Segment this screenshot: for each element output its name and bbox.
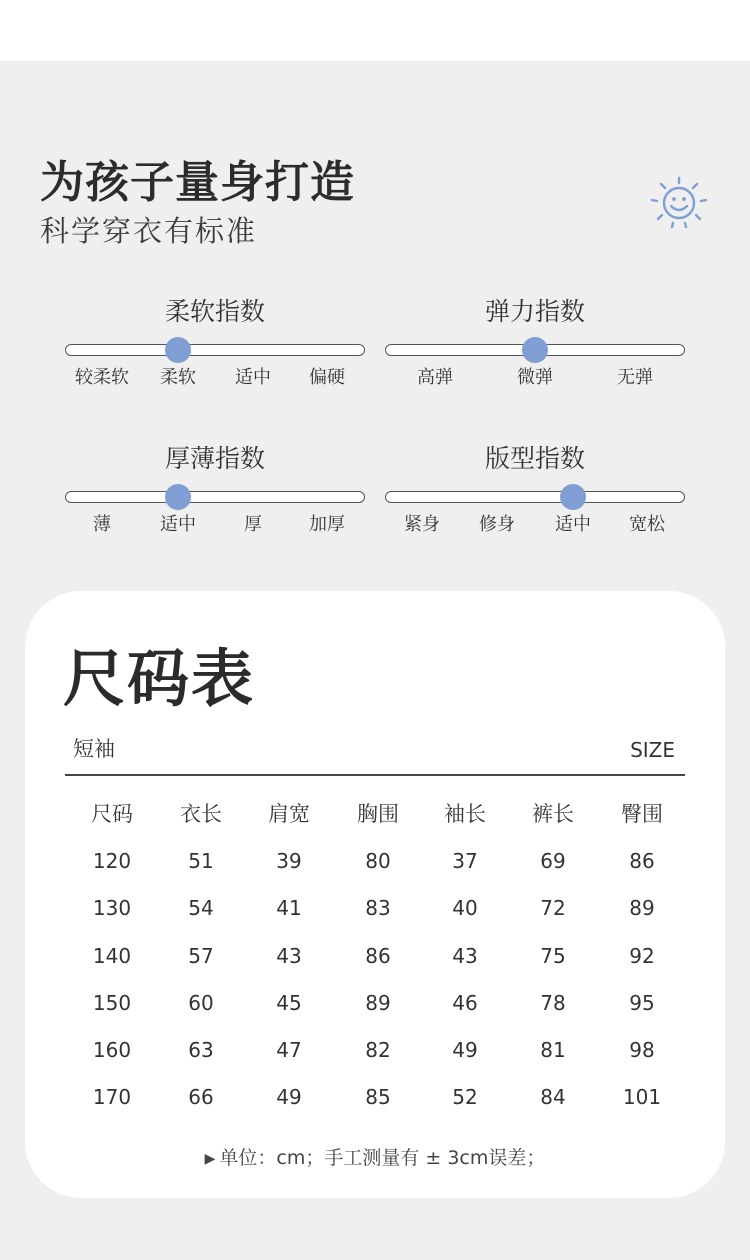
table-cell: 150 [92,990,132,1015]
table-cell: 39 [276,849,302,874]
column-header: 臀围 [621,802,663,826]
column-header: 袖长 [444,802,486,826]
elasticity-label-2: 微弹 [517,367,553,388]
softness-label-1: 较柔软 [75,367,129,388]
table-cell: 69 [540,849,566,874]
fit-label-2: 修身 [479,514,515,535]
smiling-sun-icon [646,172,712,238]
table-cell: 40 [452,896,478,921]
fit-label-3: 适中 [555,514,591,535]
size-chart-title: 尺码表 [63,642,256,715]
size-label: SIZE [630,738,675,762]
caret-right-icon: ▶ [204,1151,216,1167]
measurement-note-text: 单位：cm；手工测量有 ± 3cm误差； [219,1147,546,1169]
thickness-index-title: 厚薄指数 [164,444,265,473]
fit-index-title: 版型指数 [484,444,585,473]
table-cell: 85 [365,1085,391,1110]
table-cell: 83 [365,896,391,921]
table-cell: 84 [540,1085,566,1110]
table-cell: 37 [452,849,478,874]
column-header: 衣长 [180,802,222,826]
page-title: 为孩子量身打造 [40,157,355,208]
table-cell: 160 [92,1037,132,1062]
table-cell: 45 [276,990,302,1015]
table-cell: 75 [540,943,566,968]
column-header: 肩宽 [268,802,310,826]
table-cell: 89 [365,990,391,1015]
softness-index-track [65,344,365,356]
table-cell: 60 [188,990,214,1015]
table-cell: 57 [188,943,214,968]
table-row [67,940,685,987]
table-cell: 82 [365,1037,391,1062]
column-header: 胸围 [357,802,399,826]
table-cell: 80 [365,849,391,874]
table-cell: 101 [622,1085,662,1110]
garment-category: 短袖 [73,737,115,761]
table-cell: 170 [92,1085,132,1110]
table-cell: 92 [629,943,655,968]
table-cell: 46 [452,990,478,1015]
fit-index-track [385,491,685,503]
softness-index-title: 柔软指数 [164,297,265,326]
elasticity-index [385,296,685,406]
table-cell: 51 [188,849,214,874]
table-cell: 78 [540,990,566,1015]
table-row [67,987,685,1034]
table-cell: 98 [629,1037,655,1062]
thickness-index [65,443,365,553]
fit-label-4: 宽松 [629,514,665,535]
fit-index [385,443,685,553]
thickness-label-3: 厚 [244,514,262,535]
thickness-index-track [65,491,365,503]
thickness-label-4: 加厚 [309,514,345,535]
column-header: 尺码 [91,802,133,826]
table-row [67,1081,685,1128]
table-cell: 81 [540,1037,566,1062]
table-cell: 66 [188,1085,214,1110]
table-cell: 89 [629,896,655,921]
table-cell: 130 [92,896,132,921]
softness-label-2: 柔软 [160,367,196,388]
thickness-label-2: 适中 [160,514,196,535]
measurement-note [25,1145,725,1172]
header-divider [65,774,685,776]
elasticity-label-3: 无弹 [617,367,653,388]
elasticity-label-1: 高弹 [417,367,453,388]
table-cell: 43 [452,943,478,968]
size-table [67,798,685,1128]
table-cell: 49 [452,1037,478,1062]
column-header: 裤长 [532,802,574,826]
softness-index [65,296,365,406]
table-cell: 63 [188,1037,214,1062]
size-chart-card [25,591,725,1198]
table-cell: 43 [276,943,302,968]
table-row [67,892,685,939]
thickness-index-marker [165,484,191,510]
page-subtitle: 科学穿衣有标准 [40,214,258,248]
table-cell: 120 [92,849,132,874]
table-cell: 41 [276,896,302,921]
table-cell: 52 [452,1085,478,1110]
fit-index-marker [560,484,586,510]
table-cell: 54 [188,896,214,921]
table-cell: 47 [276,1037,302,1062]
softness-label-4: 偏硬 [309,367,345,388]
softness-index-marker [165,337,191,363]
table-cell: 140 [92,943,132,968]
elasticity-index-marker [522,337,548,363]
table-cell: 86 [365,943,391,968]
table-cell: 95 [629,990,655,1015]
elasticity-index-title: 弹力指数 [484,297,585,326]
table-header-row [67,798,685,845]
table-cell: 49 [276,1085,302,1110]
softness-label-3: 适中 [235,367,271,388]
top-white-band [0,0,750,61]
fit-label-1: 紧身 [404,514,440,535]
table-row [67,845,685,892]
table-row [67,1034,685,1081]
thickness-label-1: 薄 [93,514,111,535]
table-cell: 86 [629,849,655,874]
table-cell: 72 [540,896,566,921]
